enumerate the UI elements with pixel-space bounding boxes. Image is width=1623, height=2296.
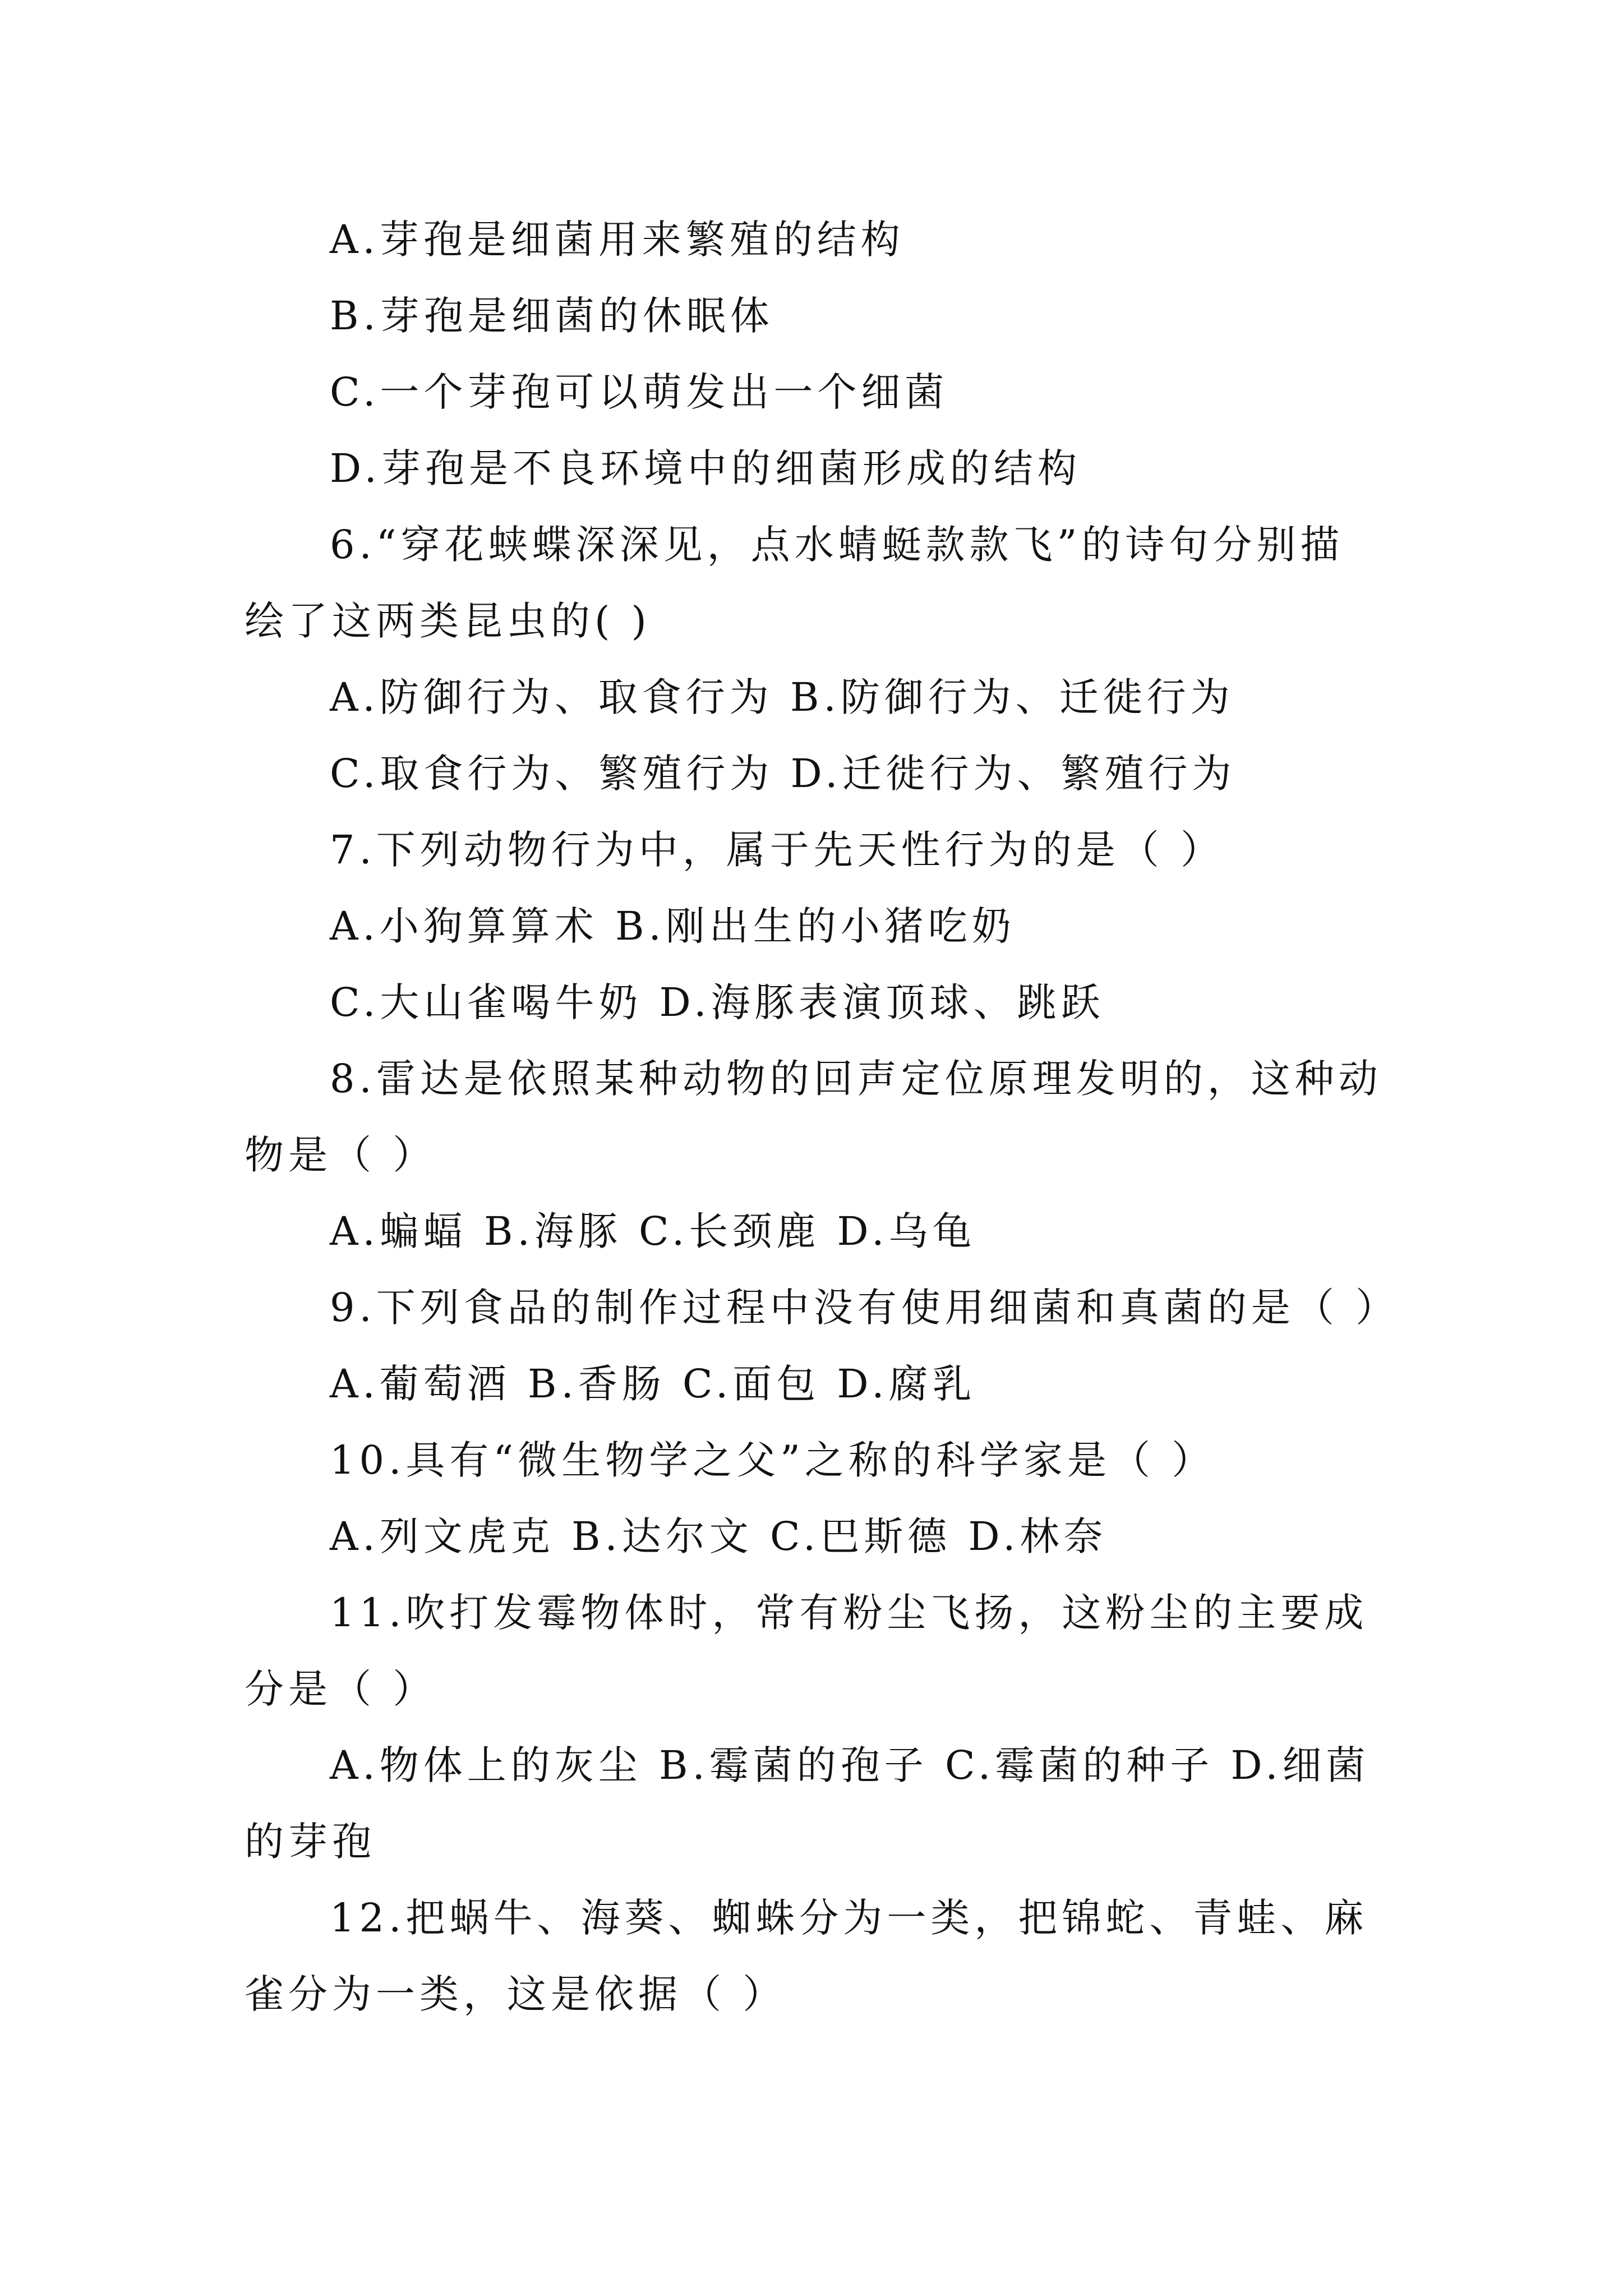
- text-line: B.芽孢是细菌的休眠体: [330, 293, 774, 339]
- text-line: A.葡萄酒 B.香肠 C.面包 D.腐乳: [330, 1361, 976, 1407]
- text-line: D.芽孢是不良环境中的细菌形成的结构: [330, 445, 1081, 491]
- text-line: A.芽孢是细菌用来繁殖的结构: [330, 217, 905, 263]
- text-line: C.大山雀喝牛奶 D.海豚表演顶球、跳跃: [330, 979, 1105, 1025]
- text-line: 10.具有“微生物学之父”之称的科学家是（ ）: [330, 1437, 1216, 1483]
- text-line: 8.雷达是依照某种动物的回声定位原理发明的，这种动: [330, 1056, 1382, 1102]
- text-line: 12.把蜗牛、海葵、蜘蛛分为一类，把锦蛇、青蛙、麻: [330, 1895, 1368, 1941]
- text-line: C.一个芽孢可以萌发出一个细菌: [330, 369, 949, 415]
- text-line: A.蝙蝠 B.海豚 C.长颈鹿 D.乌龟: [330, 1208, 976, 1254]
- text-line: 绘了这两类昆虫的( ): [245, 598, 651, 644]
- text-line: 物是（ ）: [245, 1132, 437, 1178]
- text-line: 9.下列食品的制作过程中没有使用细菌和真菌的是（ ）: [330, 1285, 1400, 1331]
- text-line: 雀分为一类，这是依据（ ）: [245, 1971, 787, 2017]
- text-line: A.列文虎克 B.达尔文 C.巴斯德 D.林奈: [330, 1513, 1108, 1559]
- text-line: 11.吹打发霉物体时，常有粉尘飞扬，这粉尘的主要成: [330, 1590, 1368, 1636]
- text-line: A.小狗算算术 B.刚出生的小猪吃奶: [330, 903, 1016, 949]
- text-line: 6.“穿花蛱蝶深深见，点水蜻蜓款款飞”的诗句分别描: [330, 522, 1344, 568]
- text-line: 分是（ ）: [245, 1666, 437, 1712]
- text-line: A.防御行为、取食行为 B.防御行为、迁徙行为: [330, 674, 1234, 720]
- text-line: 7.下列动物行为中，属于先天性行为的是（ ）: [330, 827, 1225, 873]
- text-line: A.物体上的灰尘 B.霉菌的孢子 C.霉菌的种子 D.细菌: [330, 1742, 1370, 1788]
- text-line: C.取食行为、繁殖行为 D.迁徙行为、繁殖行为: [330, 751, 1236, 797]
- text-line: 的芽孢: [245, 1819, 376, 1865]
